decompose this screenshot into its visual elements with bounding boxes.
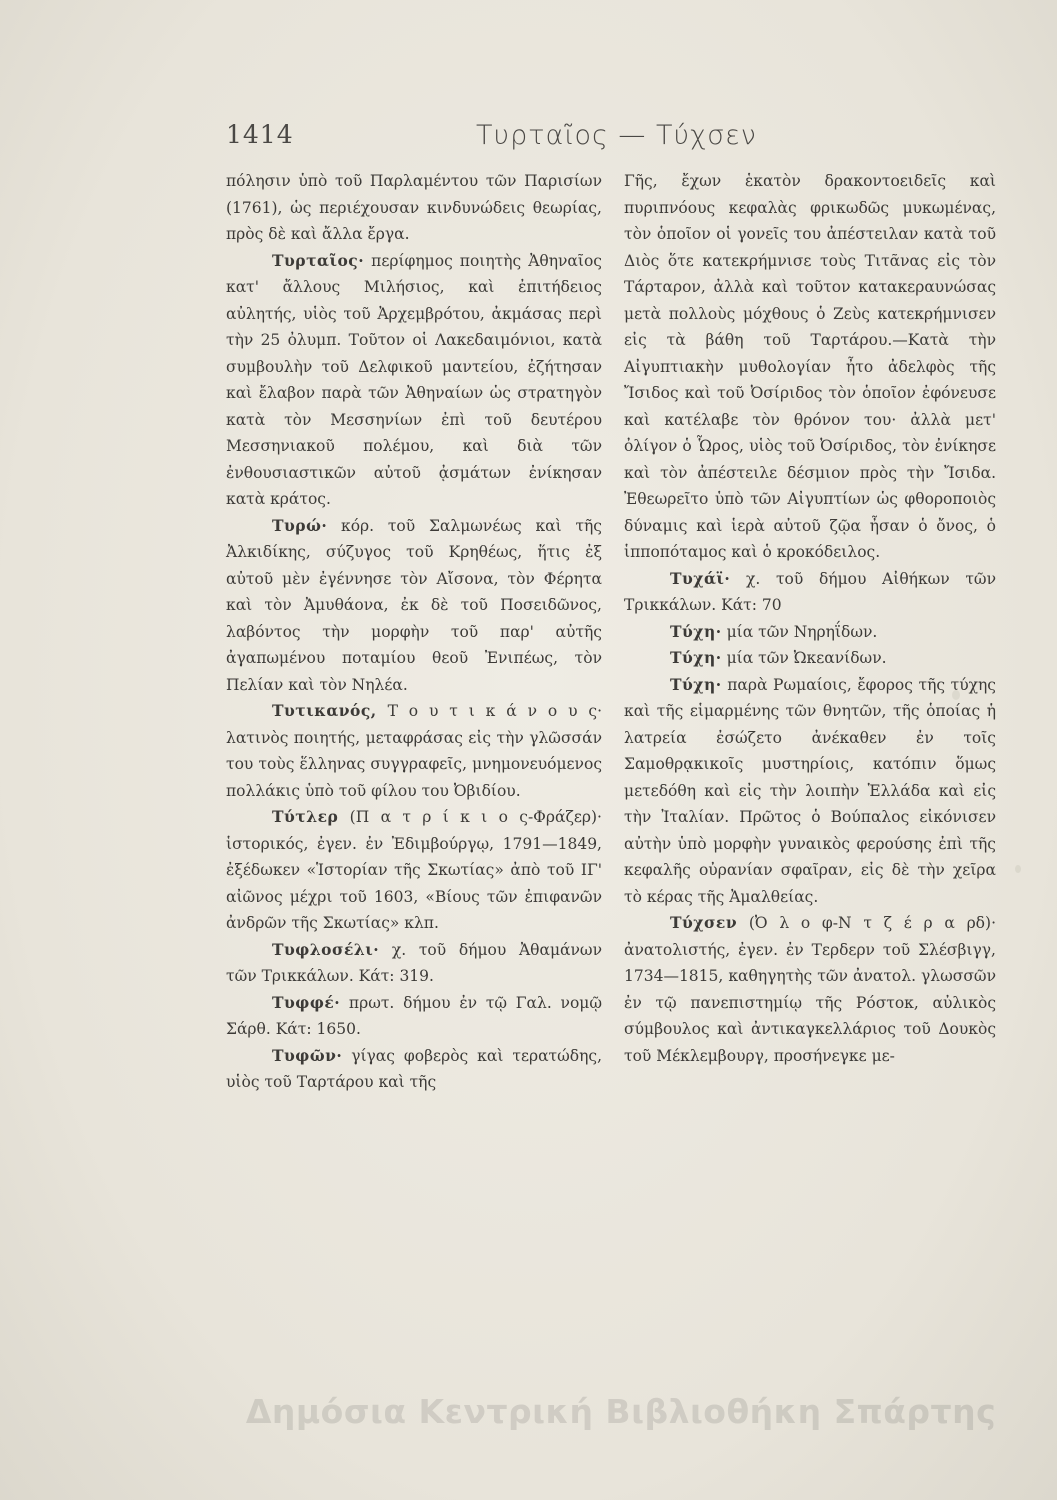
column-text: πόλησιν ὑπὸ τοῦ Παρλαμέντου τῶν Παρισίων (1761), ὡς περιέχουσαν κινδυνώδεις θεωρίας, πρὸς δὲ καὶ ἄλλα ἔργα.	[226, 172, 602, 243]
page-header	[226, 120, 1016, 156]
dictionary-entry: Τυρώ· κόρ. τοῦ Σαλμωνέως καὶ τῆς Ἀλκιδίκης, σύζυγος τοῦ Κρηθέως, ἥτις ἐξ αὐτοῦ μὲν ἐγέννησε τὸν Αἴσονα, τὸν Φέρητα καὶ τὸν Ἀμυθάονα, ἐκ δὲ τοῦ Ποσειδῶνος, λαβόντος τὴν μορφὴν τοῦ παρ' αὐτῆς ἀγαπωμένου ποταμίου θεοῦ Ἐνιπέως, τὸν Πελίαν καὶ τὸν Νηλέα.	[226, 515, 602, 694]
right-column	[624, 168, 996, 1069]
dictionary-entry: Τύχη· παρὰ Ρωμαίοις, ἔφορος τῆς τύχης καὶ τῆς εἱμαρμένης τῶν θνητῶν, τῆς ὁποίας ἡ λατρεία ἐσώζετο ἀνέκαθεν ἐν τοῖς Σαμοθρᾳκικοῖς μυστηρίοις, κατόπιν ὅμως μετεδόθη καὶ εἰς τὴν λοιπὴν Ἑλλάδα καὶ εἰς τὴν Ἰταλίαν. Πρῶτος ὁ Βούπαλος εἰκόνισεν αὐτὴν ὑπὸ μορφὴν γυναικὸς φερούσης ἐπὶ τῆς κεφαλῆς οὐρανίαν σφαῖραν, εἰς δὲ τὴν χεῖρα τὸ κέρας τῆς Ἀμαλθείας.	[624, 674, 996, 906]
entry-headword: Τυφφέ·	[272, 992, 341, 1012]
dictionary-entry: Τύτλερ (Π α τ ρ ί κ ι ο ς-Φράζερ)· ἱστορικός, ἐγεν. ἐν Ἐδιμβούργῳ, 1791—1849, ἐξέδωκεν «Ἱστορίαν τῆς Σκωτίας» ἀπὸ τοῦ ΙΓ' αἰῶνος μέχρι τοῦ 1603, «Βίους τῶν ἐπιφανῶν ἀνδρῶν τῆς Σκωτίας» κλπ.	[226, 807, 602, 932]
entry-headword: Τυφῶν·	[272, 1045, 343, 1065]
entry-headword: Τυτικανός,	[272, 701, 377, 720]
entry-headword: Τυφλοσέλι·	[272, 939, 380, 959]
dictionary-entry: Τύχσεν (Ὀ λ ο φ-Ν τ ζ έ ρ α ρδ)· ἀνατολιστής, ἐγεν. ἐν Τερδερν τοῦ Σλέσβιγγ, 1734—1815, καθηγητὴς τῶν ἀνατολ. γλωσσῶν ἐν τῷ πανεπιστημίῳ τῆς Ρόστοκ, αὐλικὸς σύμβουλος καὶ ἀντικαγκελλάριος τοῦ Δουκὸς τοῦ Μέκλεμβουργ, προσήνεγκε με-	[624, 913, 996, 1065]
column-text: Γῆς, ἔχων ἑκατὸν δρακοντοειδεῖς καὶ πυριπνόους κεφαλὰς φρικωδῶς μυκωμένας, τὸν ὁποῖον οἱ γονεῖς του ἀπέστειλαν κατὰ τοῦ Διὸς ὅτε κατεκρήμνισε τοὺς Τιτᾶνας εἰς τὸν Τάρταρον, ἀλλὰ καὶ τοῦτον κατακεραυνώσας μετὰ πολλοὺς μόχθους ὁ Ζεὺς κατεκρήμνισεν εἰς τὰ βάθη τοῦ Ταρτάρου.—Κατὰ τὴν Αἰγυπτιακὴν μυθολογίαν ἦτο ἀδελφὸς τῆς Ἴσιδος καὶ τοῦ Ὀσίριδος τὸν ὁποῖον ἐφόνευσε καὶ κατέλαβε τὸν θρόνον του· ἀλλὰ μετ' ὀλίγον ὁ Ὧρος, υἱὸς τοῦ Ὀσίριδος, τὸν ἐνίκησε καὶ τὸν ἀπέστειλε δέσμιον πρὸς τὴν Ἴσιδα. Ἐθεωρεῖτο ὑπὸ τῶν Αἰγυπτίων ὡς φθοροποιὸς δύναμις καὶ ἱερὰ αὐτοῦ ζῷα ἦσαν ὁ ὄνος, ὁ ἱπποπόταμος καὶ ὁ κροκόδειλος.	[624, 172, 996, 561]
dictionary-entry: Τυρταῖος· περίφημος ποιητὴς Ἀθηναῖος κατ' ἄλλους Μιλήσιος, καὶ ἐπιτήδειος αὐλητής, υἱὸς τοῦ Ἀρχεμβρότου, ἀκμάσας περὶ τὴν 25 ὀλυμπ. Τοῦτον οἱ Λακεδαιμόνιοι, κατὰ συμβουλὴν τοῦ Δελφικοῦ μαντείου, ἐζήτησαν καὶ ἔλαβον παρὰ τῶν Ἀθηναίων ὡς στρατηγὸν κατὰ τὸν Μεσσηνίων ἐπὶ τοῦ δευτέρου Μεσσηνιακοῦ πολέμου, καὶ διὰ τῶν ἐνθουσιαστικῶν αὐτοῦ ᾀσμάτων ἐνίκησαν κατὰ κράτος.	[226, 250, 602, 508]
dictionary-entry: Τυφῶν· γίγας φοβερὸς καὶ τερατώδης, υἱὸς τοῦ Ταρτάρου καὶ τῆς	[226, 1045, 602, 1091]
left-column	[226, 168, 602, 1096]
dictionary-entry: Τύχη· μία τῶν Νηρηΐδων.	[670, 621, 878, 641]
entry-headword: Τύχσεν	[670, 913, 738, 932]
page-number: 1414	[226, 120, 294, 149]
running-head: Τυρταῖος — Τύχσεν	[476, 120, 757, 151]
dictionary-entry: Τυτικανός, Τ ο υ τ ι κ ά ν ο υ ς· λατινὸς ποιητής, μεταφράσας εἰς τὴν γλῶσσάν του τοὺς ἕλληνας συγγραφεῖς, μνημονευόμενος πολλάκις ὑπὸ τοῦ φίλου του Ὀβιδίου.	[226, 701, 602, 800]
entry-headword: Τύχη·	[670, 621, 722, 641]
dictionary-entry: Τυφλοσέλι· χ. τοῦ δήμου Ἀθαμάνων τῶν Τρικκάλων. Κάτ: 319.	[226, 939, 602, 985]
entry-headword: Τυρταῖος·	[272, 250, 365, 270]
entry-headword: Τύχη·	[670, 674, 722, 694]
ink-speck	[1015, 865, 1021, 873]
dictionary-entry: Τυφφέ· πρωτ. δήμου ἐν τῷ Γαλ. νομῷ Σάρθ. Κάτ: 1650.	[226, 992, 602, 1038]
entry-headword: Τύτλερ	[272, 807, 339, 826]
entry-headword: Τυχάϊ·	[670, 568, 731, 588]
dictionary-entry: Τυχάϊ· χ. τοῦ δήμου Αἰθήκων τῶν Τρικκάλων. Κάτ: 70	[624, 568, 996, 614]
entry-headword: Τυρώ·	[272, 515, 328, 535]
entry-headword: Τύχη·	[670, 648, 722, 667]
library-watermark: Δημόσια Κεντρική Βιβλιοθήκη Σπάρτης	[245, 1392, 997, 1431]
dictionary-entry: Τύχη· μία τῶν Ὠκεανίδων.	[670, 648, 887, 667]
